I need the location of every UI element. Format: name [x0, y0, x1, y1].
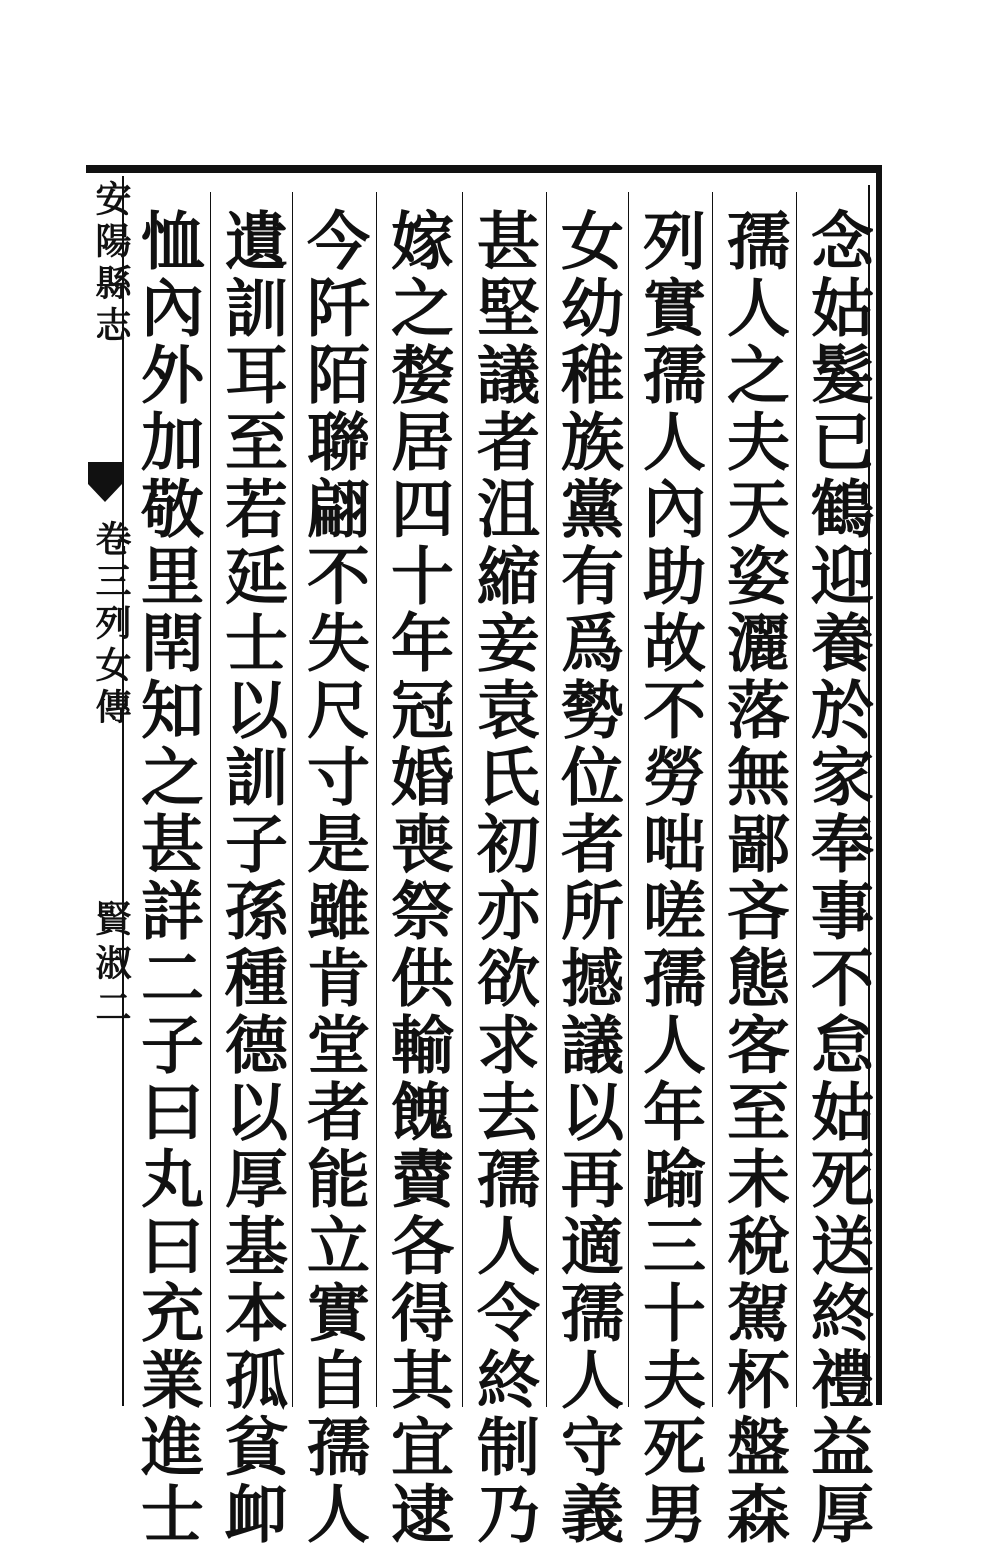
column-rule [210, 192, 211, 1407]
column-rule [292, 192, 293, 1407]
text-column-3: 列實孺人內助故不勞咄嗟孺人年踰三十夫死男 [633, 208, 707, 1548]
column-rule [546, 192, 547, 1407]
text-column-4: 女幼稚族黨有爲勢位者所撼議以再適孺人守義 [551, 208, 625, 1548]
text-column-1: 念姑髮已鶴迎養於家奉事不怠姑死送終禮益厚 [801, 208, 875, 1548]
text-column-8: 遺訓耳至若延士以訓子孫種德以厚基本孤貧卹 [215, 208, 289, 1548]
text-column-7: 今阡陌聯翩不失尺寸是雖肯堂者能立實自孺人 [297, 208, 371, 1548]
margin-header: 安陽縣志 [90, 180, 132, 348]
margin-section: 列女傳 [90, 604, 132, 730]
fishtail-mark [88, 462, 122, 502]
column-rule [462, 192, 463, 1407]
center-margin-column [88, 176, 124, 1406]
text-column-6: 嫁之嫠居四十年冠婚喪祭供輸餽賮各得其宜逮 [381, 208, 455, 1548]
margin-volume: 卷三 [90, 520, 132, 604]
column-rule [628, 192, 629, 1407]
margin-page-number: 二 [90, 988, 132, 1032]
text-column-5: 甚堅議者沮縮妾袁氏初亦欲求去孺人令終制乃 [467, 208, 541, 1548]
column-rule [712, 192, 713, 1407]
column-rule [796, 192, 797, 1407]
text-column-9: 恤內外加敬里閈知之甚詳二子曰丸曰充業進士 [131, 208, 205, 1548]
column-rule [376, 192, 377, 1407]
text-column-2: 孺人之夫天姿灑落無鄙吝態客至未稅駕杯盤森 [717, 208, 791, 1548]
frame-right-border [876, 165, 882, 1405]
margin-subsection: 賢淑 [90, 900, 132, 988]
